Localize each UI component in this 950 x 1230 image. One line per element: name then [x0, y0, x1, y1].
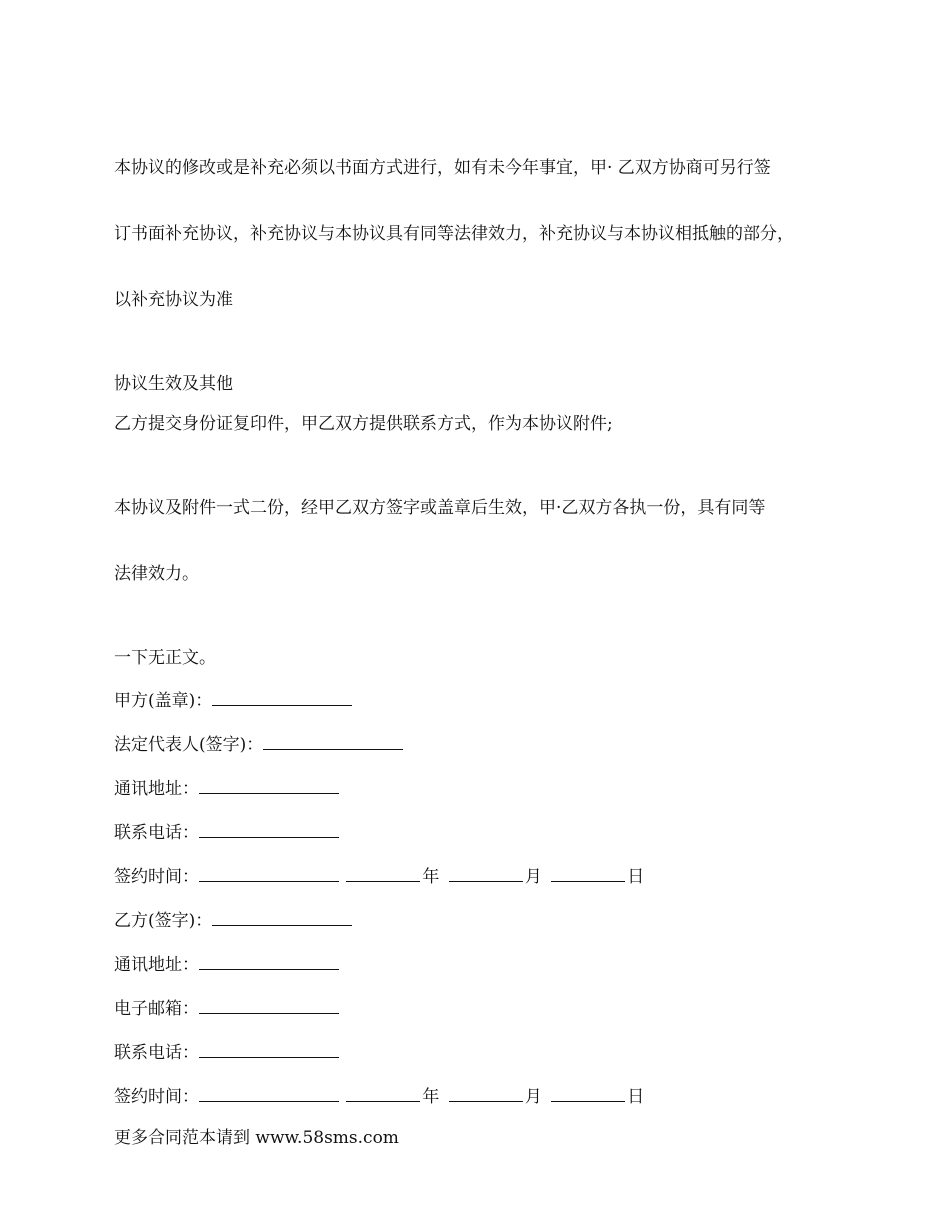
party-a-rep-blank[interactable] [263, 731, 403, 750]
footer-note: 更多合同范本请到 www.58sms.com [114, 1128, 399, 1148]
party-b-month-blank[interactable] [449, 1083, 523, 1102]
party-a-seal-blank[interactable] [212, 687, 352, 706]
party-b-sign-field [114, 907, 854, 932]
party-b-month-unit: 月 [524, 1087, 542, 1107]
party-a-month-unit: 月 [524, 867, 542, 887]
document-page [114, 113, 854, 1168]
amendment-paragraph [114, 113, 854, 355]
party-b-sign-blank[interactable] [212, 907, 352, 926]
party-b-email-field [114, 995, 854, 1020]
party-b-date-field [114, 1083, 854, 1108]
party-b-address-blank[interactable] [199, 951, 339, 970]
party-a-phone-field [114, 819, 854, 844]
party-a-year-unit: 年 [422, 867, 440, 887]
party-b-phone-field [114, 1039, 854, 1064]
section-heading: 协议生效及其他 [114, 374, 233, 394]
party-a-day-blank[interactable] [551, 863, 625, 882]
party-a-rep-label: 法定代表人(签字)： [114, 735, 264, 755]
no-text-below: 一下无正文。 [114, 648, 216, 668]
party-b-year-blank[interactable] [346, 1083, 420, 1102]
party-a-seal-field [114, 687, 854, 712]
effective-line-1: 本协议及附件一式二份，经甲乙双方签字或盖章后生效，甲·乙双方各执一份，具有同等 [114, 498, 766, 518]
amendment-line-1: 本协议的修改或是补充必须以书面方式进行，如有未今年事宜，甲· 乙双方协商可另行签 [114, 158, 771, 178]
party-b-email-label: 电子邮箱： [114, 999, 199, 1019]
party-a-address-label: 通讯地址： [114, 779, 199, 799]
party-b-phone-label: 联系电话： [114, 1043, 199, 1063]
party-a-month-blank[interactable] [449, 863, 523, 882]
party-a-year-blank[interactable] [346, 863, 420, 882]
party-a-phone-blank[interactable] [199, 819, 339, 838]
party-a-day-unit: 日 [627, 867, 645, 887]
party-a-rep-field [114, 731, 854, 756]
party-b-year-unit: 年 [422, 1087, 440, 1107]
effective-paragraph [114, 453, 854, 629]
party-b-sign-label: 乙方(签字)： [114, 911, 213, 931]
effective-line-2: 法律效力。 [114, 564, 199, 584]
party-b-day-blank[interactable] [551, 1083, 625, 1102]
party-b-phone-blank[interactable] [199, 1039, 339, 1058]
party-a-date-label: 签约时间： [114, 867, 199, 887]
party-b-day-unit: 日 [627, 1087, 645, 1107]
party-b-email-blank[interactable] [199, 995, 339, 1014]
attachment-paragraph: 乙方提交身份证复印件，甲乙双方提供联系方式，作为本协议附件; [114, 414, 613, 434]
amendment-line-2: 订书面补充协议，补充协议与本协议具有同等法律效力，补充协议与本协议相抵触的部分， [114, 224, 794, 244]
party-b-date-blank[interactable] [199, 1083, 339, 1102]
party-a-seal-label: 甲方(盖章)： [114, 691, 213, 711]
party-a-address-field [114, 775, 854, 800]
party-a-date-blank[interactable] [199, 863, 339, 882]
party-b-date-label: 签约时间： [114, 1087, 199, 1107]
party-a-date-field [114, 863, 854, 888]
party-b-address-label: 通讯地址： [114, 955, 199, 975]
party-a-phone-label: 联系电话： [114, 823, 199, 843]
party-a-address-blank[interactable] [199, 775, 339, 794]
party-b-address-field [114, 951, 854, 976]
amendment-line-3: 以补充协议为准 [114, 290, 233, 310]
